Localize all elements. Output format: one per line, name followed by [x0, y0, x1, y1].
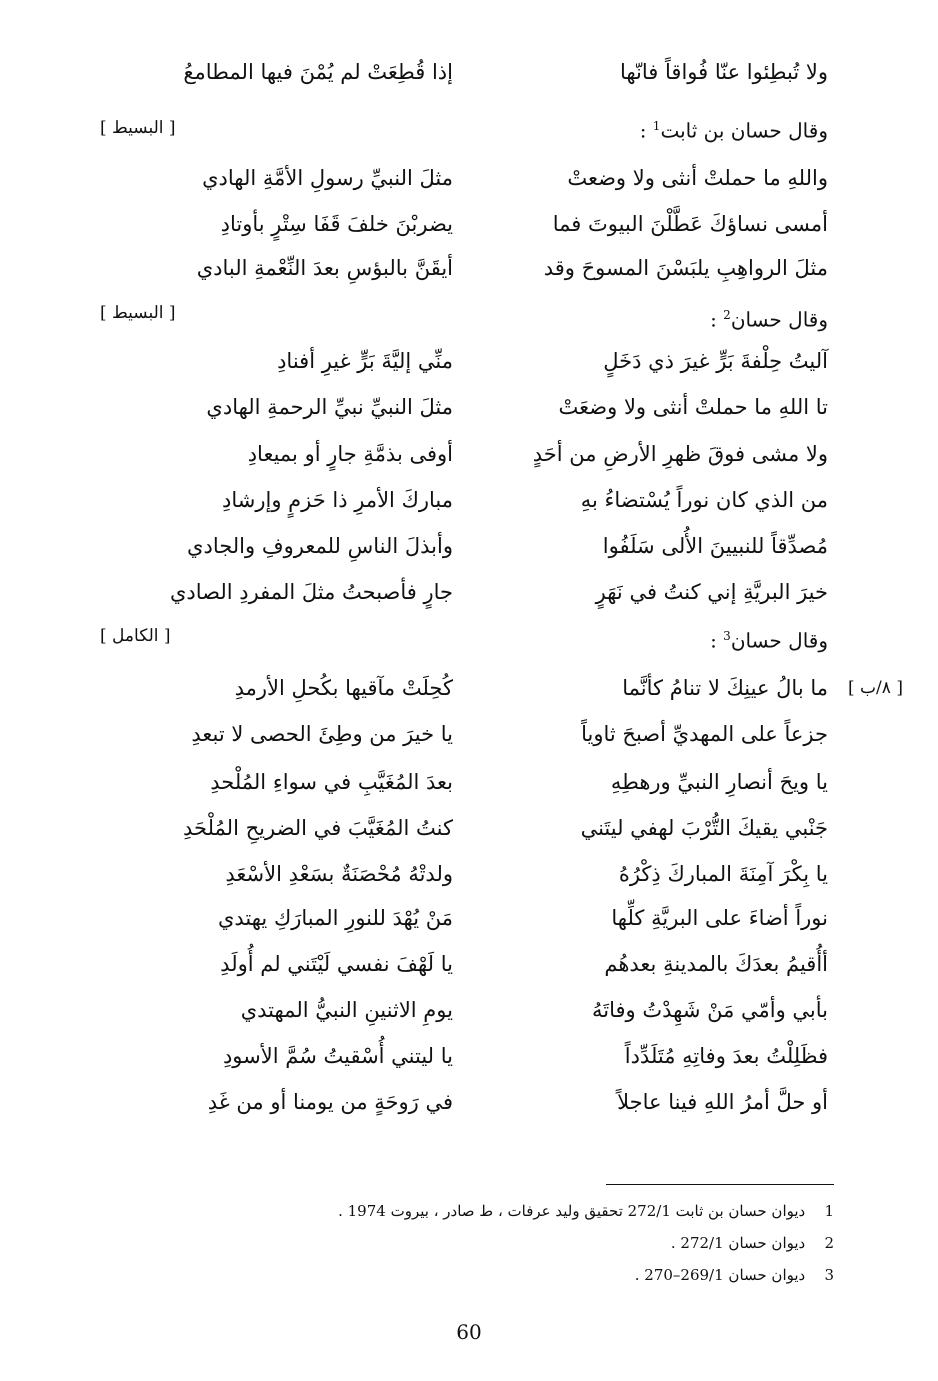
intro-suffix: :: [710, 307, 724, 332]
verse-first: فظَلِلْتُ بعدَ وفاتِهِ مُتَلَدِّداً: [624, 1044, 828, 1068]
verse-first: ما بالُ عينِكَ لا تنامُ كأنَّما: [622, 676, 828, 700]
verse-first: آليتُ حِلْفةَ بَرٍّ غيرَ ذي دَخَلٍ: [603, 349, 828, 373]
verse-second: مثلَ النبيِّ رسولِ الأمَّةِ الهادي: [202, 166, 453, 190]
verse-first: خيرَ البريَّةِ إني كنتُ في نَهَرٍ: [595, 580, 828, 604]
verse-first: أمسى نساؤكَ عَطَّلْنَ البيوتَ فما: [552, 212, 828, 236]
footnote-text: ديوان حسان 269/1–270 .: [634, 1266, 806, 1284]
verse-second: مَنْ يُهْدَ للنورِ المبارَكِ يهتدي: [217, 906, 453, 930]
verse-second: يا لَهْفَ نفسي لَيْتَني لم أُولَدِ: [220, 952, 453, 976]
verse-second: بعدَ المُغَيَّبِ في سواءِ المُلْحدِ: [210, 770, 453, 794]
verse-second: أيقَنَّ بالبؤسِ بعدَ النِّعْمةِ البادي: [196, 256, 453, 280]
verse-second: مثلَ النبيِّ نبيِّ الرحمةِ الهادي: [206, 395, 453, 419]
verse-first: من الذي كان نوراً يُسْتضاءُ بهِ: [580, 488, 828, 512]
intro-suffix: :: [710, 628, 724, 653]
verse-second: يا خيرَ من وطِئَ الحصى لا تبعدِ: [191, 722, 453, 746]
meter-label: [ البسيط ]: [100, 303, 176, 323]
verse-second: ولدتْهُ مُحْصَنَةٌ بسَعْدِ الأسْعَدِ: [225, 862, 453, 886]
verse-first: مثلَ الرواهِبِ يلبَسْنَ المسوحَ وقد: [543, 256, 828, 280]
footnote-ref: 2: [723, 308, 731, 322]
verse-first: ولا مشى فوقَ ظهرِ الأرضِ من أحَدٍ: [532, 442, 828, 466]
opening-verse-second: إذا قُطِعَتْ لم يُمْنَ فيها المطامعُ: [183, 60, 453, 84]
footnote-text: ديوان حسان بن ثابت 272/1 تحقيق وليد عرفات ، ط صادر ، بيروت 1974 .: [338, 1202, 806, 1220]
page-number: 60: [456, 1320, 482, 1344]
footnote-divider: [606, 1184, 834, 1185]
verse-first: يا بِكْرَ آمِنَةَ المباركَ ذِكْرُهُ: [618, 862, 828, 886]
verse-first: بأبي وأمّي مَنْ شَهِدْتُ وفاتَهُ: [591, 998, 828, 1022]
meter-label: [ البسيط ]: [100, 118, 176, 138]
verse-second: كنتُ المُغَيَّبَ في الضريحِ المُلْحَدِ: [183, 816, 453, 840]
footnote-ref: 3: [723, 629, 731, 643]
verse-first: واللهِ ما حملتْ أنثى ولا وضعتْ: [567, 166, 828, 190]
verse-second: يضربْنَ خلفَ قَفَا سِتْرٍ بأوتادِ: [220, 212, 453, 236]
verse-first: تا اللهِ ما حملتْ أنثى ولا وضعَتْ: [558, 395, 828, 419]
footnote-number: 3: [824, 1266, 834, 1284]
verse-second: في رَوحَةٍ من يومنا أو من غَدِ: [207, 1090, 453, 1114]
section-intro: [710, 301, 828, 334]
footnote-ref: 1: [652, 119, 661, 133]
verse-first: مُصدِّقاً للنبيينَ الأُلى سَلَفُوا: [602, 534, 828, 558]
verse-first: يا ويحَ أنصارِ النبيِّ ورهطِهِ: [610, 770, 828, 794]
footnote-number: 1: [824, 1202, 834, 1220]
verse-second: أوفى بذمَّةِ جارٍ أو بميعادِ: [247, 442, 453, 466]
footnote: [338, 1200, 834, 1222]
opening-verse-first: ولا تُبطِئوا عنّا فُواقاً فانّها: [619, 60, 828, 84]
footnote: [671, 1232, 834, 1254]
intro-text: وقال حسان بن ثابت: [660, 118, 828, 143]
verse-second: منِّي إليَّةَ بَرٍّ غيرِ أفنادِ: [277, 349, 453, 373]
section-intro: [710, 622, 828, 655]
meter-label: [ الكامل ]: [100, 626, 171, 646]
footnote-text: ديوان حسان 272/1 .: [670, 1234, 806, 1252]
verse-second: جارٍ فأصبحتُ مثلَ المفردِ الصادي: [169, 580, 453, 604]
verse-second: يومِ الاثنينِ النبيُّ المهتدي: [240, 998, 453, 1022]
section-intro: [640, 112, 828, 145]
verse-second: وأبذلَ الناسِ للمعروفِ والجادي: [187, 534, 453, 558]
margin-folio-note: [ ٨/ب ]: [848, 678, 903, 698]
verse-second: يا ليتني أُسْقيتُ سُمَّ الأسودِ: [222, 1044, 453, 1068]
intro-text: وقال حسان: [730, 628, 828, 653]
verse-first: جَنْبي يقيكَ التُّرْبَ لهفي ليتَني: [580, 816, 828, 840]
verse-first: أأُقيمُ بعدَكَ بالمدينةِ بعدهُم: [604, 952, 828, 976]
intro-text: وقال حسان: [730, 307, 828, 332]
verse-second: مباركَ الأمرِ ذا حَزمٍ وإرشادِ: [222, 488, 453, 512]
verse-first: جزعاً على المهديِّ أصبحَ ثاوياً: [581, 722, 828, 746]
footnote-number: 2: [824, 1234, 834, 1252]
intro-suffix: :: [639, 118, 653, 143]
verse-first: نوراً أضاءَ على البريَّةِ كلِّها: [611, 906, 828, 930]
verse-first: أو حلَّ أمرُ اللهِ فينا عاجلاً: [617, 1090, 828, 1114]
footnote: [635, 1264, 834, 1286]
verse-second: كُحِلَتْ مآقيها بكُحلِ الأرمدِ: [234, 676, 453, 700]
